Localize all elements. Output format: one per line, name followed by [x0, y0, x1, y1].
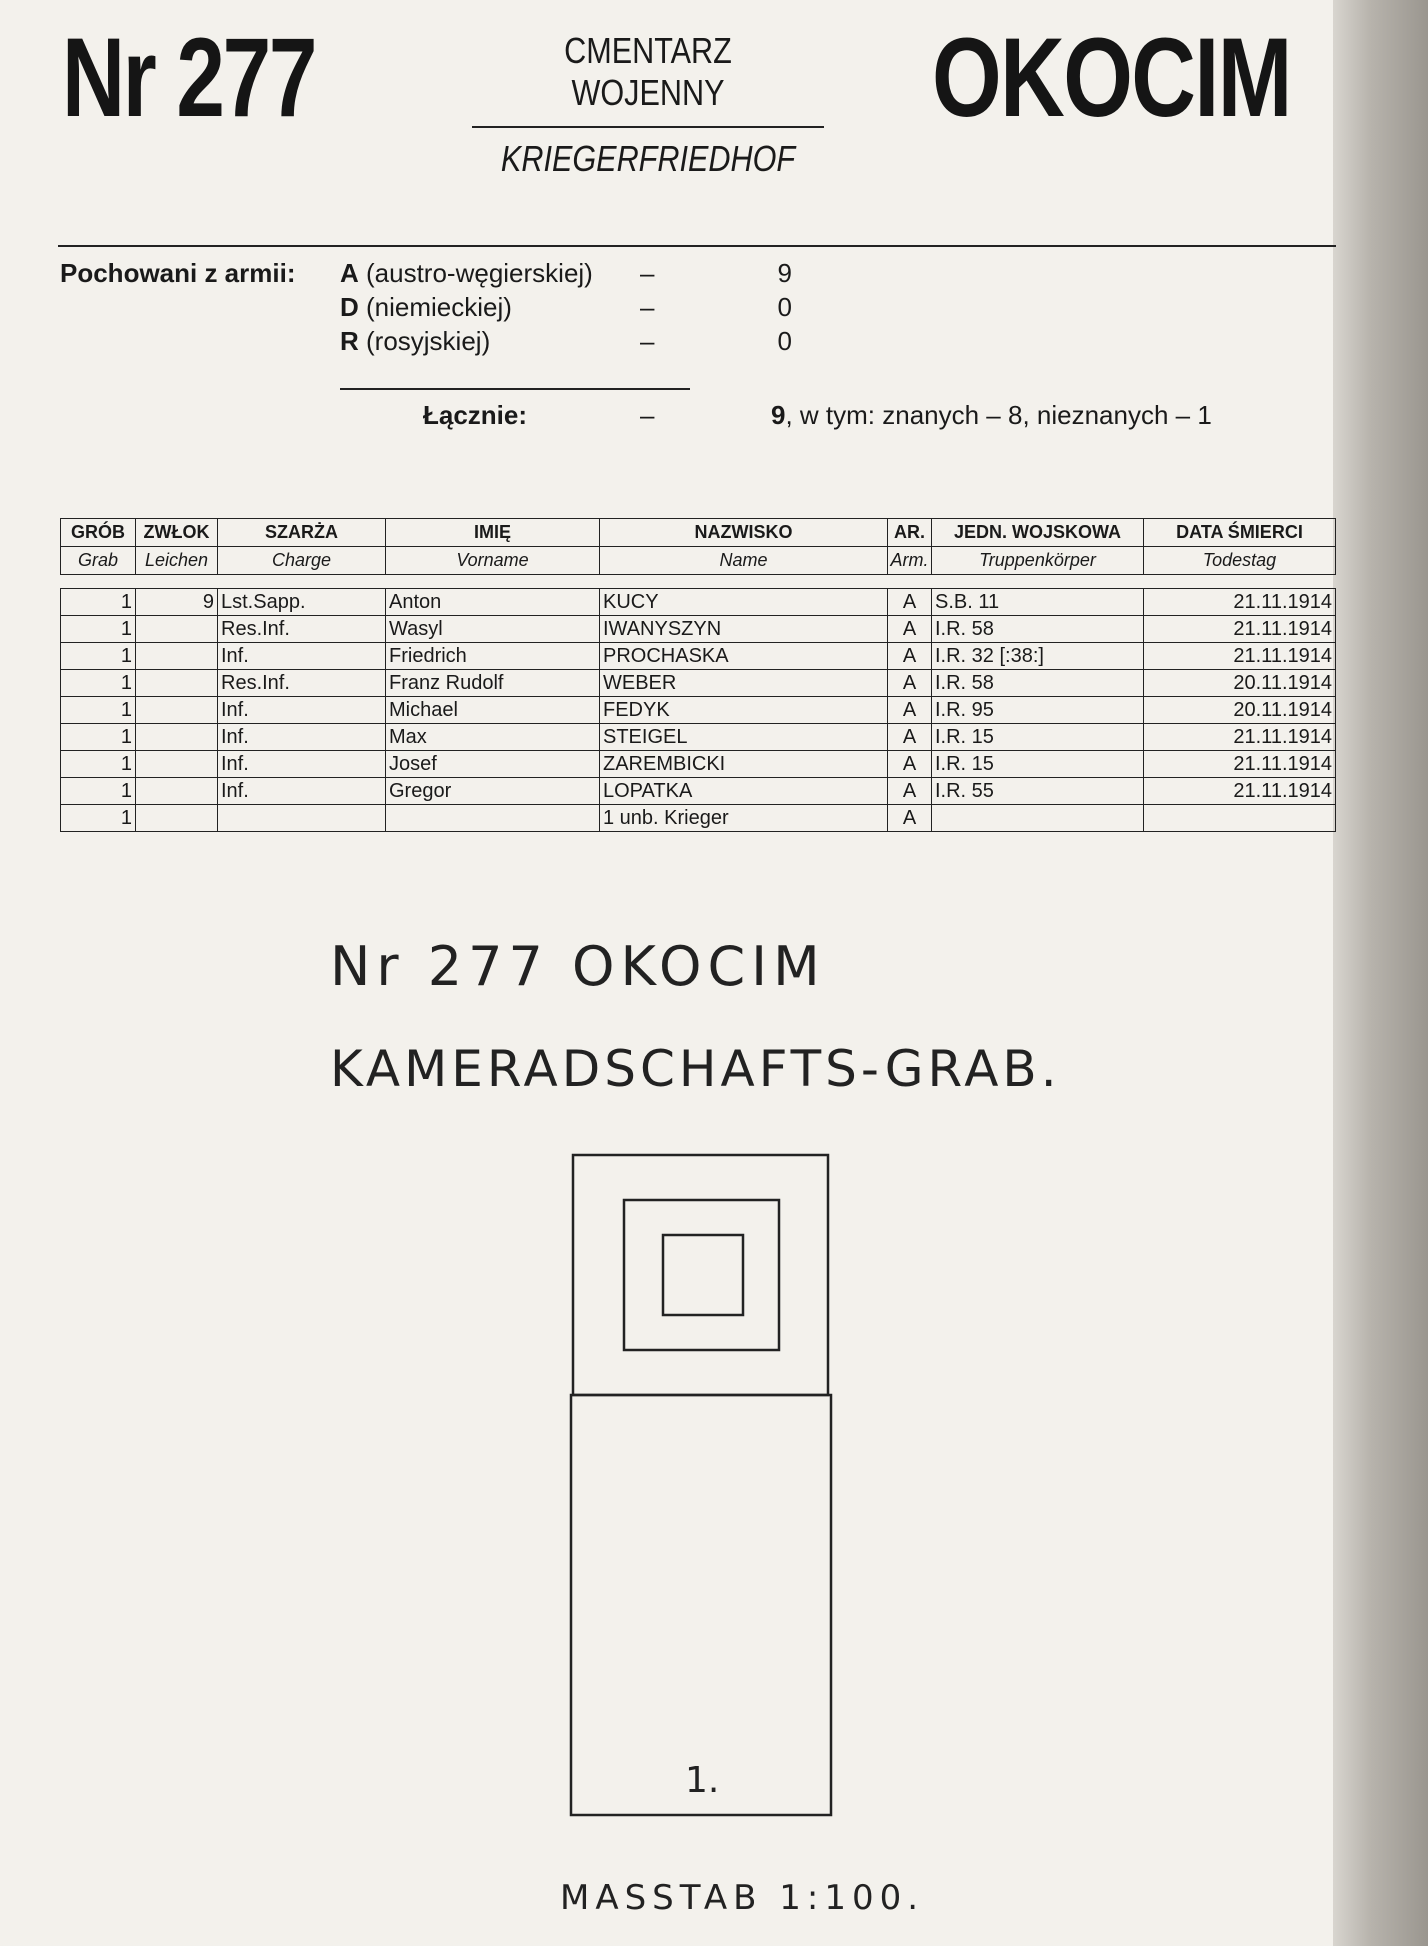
table-row: [61, 751, 1336, 778]
table-cell: Gregor: [386, 778, 600, 805]
table-cell: I.R. 15: [932, 724, 1144, 751]
total-label: Łącznie:: [423, 400, 528, 430]
table-cell: [136, 751, 218, 778]
table-row: [61, 670, 1336, 697]
table-cell: Wasyl: [386, 616, 600, 643]
grave-number-label: 1.: [685, 1760, 720, 1801]
army-code: A: [340, 258, 359, 288]
army-count: 9: [777, 258, 792, 288]
army-row: [340, 326, 490, 357]
table-cell: Res.Inf.: [218, 670, 386, 697]
table-row: [61, 643, 1336, 670]
grave-plot: [571, 1395, 831, 1815]
table-cell: Friedrich: [386, 643, 600, 670]
table-cell: [136, 616, 218, 643]
table-cell: [386, 805, 600, 832]
burials-table-header: [60, 518, 1336, 575]
table-cell: A: [888, 805, 932, 832]
army-dash: –: [640, 292, 655, 322]
cemetery-number: Nr 277: [62, 15, 316, 140]
army-name: (austro-węgierskiej): [358, 258, 593, 288]
column-header: IMIĘ: [386, 519, 600, 547]
army-count: 0: [777, 326, 792, 356]
table-cell: 21.11.1914: [1144, 616, 1336, 643]
column-header: DATA ŚMIERCI: [1144, 519, 1336, 547]
title-german: KRIEGERFRIEDHOF: [500, 138, 796, 179]
table-cell: [136, 697, 218, 724]
table-cell: Inf.: [218, 751, 386, 778]
column-header: AR.: [888, 519, 932, 547]
army-code: R: [340, 326, 359, 356]
table-cell: 1: [61, 778, 136, 805]
table-cell: [136, 724, 218, 751]
table-cell: KUCY: [600, 589, 888, 616]
army-dash: –: [640, 258, 655, 288]
table-cell: A: [888, 724, 932, 751]
table-cell: Josef: [386, 751, 600, 778]
table-cell: Inf.: [218, 643, 386, 670]
column-header: Vorname: [386, 547, 600, 575]
table-cell: 1: [61, 643, 136, 670]
army-count: 0: [777, 292, 792, 322]
table-row: [61, 724, 1336, 751]
table-row: [61, 616, 1336, 643]
table-cell: A: [888, 778, 932, 805]
column-header: Arm.: [888, 547, 932, 575]
table-cell: 21.11.1914: [1144, 643, 1336, 670]
monument-outer: [573, 1155, 828, 1395]
column-header: SZARŻA: [218, 519, 386, 547]
total-rule: [340, 388, 690, 390]
table-cell: [932, 805, 1144, 832]
column-header: NAZWISKO: [600, 519, 888, 547]
table-cell: A: [888, 643, 932, 670]
table-cell: [136, 670, 218, 697]
table-cell: 1: [61, 616, 136, 643]
table-cell: 20.11.1914: [1144, 697, 1336, 724]
table-cell: I.R. 95: [932, 697, 1144, 724]
column-header: Grab: [61, 547, 136, 575]
table-cell: 1: [61, 670, 136, 697]
table-cell: [136, 778, 218, 805]
table-cell: Inf.: [218, 778, 386, 805]
column-header: Name: [600, 547, 888, 575]
page-edge-shadow: [1333, 0, 1428, 1946]
table-cell: Res.Inf.: [218, 616, 386, 643]
table-cell: [136, 643, 218, 670]
table-cell: 1: [61, 805, 136, 832]
grave-plan-drawing: [565, 1150, 840, 1830]
total-count: 9, w tym: znanych – 8, nieznanych – 1: [771, 400, 1212, 430]
column-header: Charge: [218, 547, 386, 575]
table-cell: 1: [61, 589, 136, 616]
title-polish: CMENTARZ WOJENNY: [564, 30, 732, 113]
table-cell: I.R. 58: [932, 670, 1144, 697]
table-cell: 1: [61, 751, 136, 778]
monument-inner: [663, 1235, 743, 1315]
column-header: ZWŁOK: [136, 519, 218, 547]
table-cell: 21.11.1914: [1144, 724, 1336, 751]
header-rule: [58, 245, 1336, 247]
column-header: JEDN. WOJSKOWA: [932, 519, 1144, 547]
table-cell: S.B. 11: [932, 589, 1144, 616]
burials-table: [60, 588, 1336, 832]
table-row: [61, 805, 1336, 832]
column-header: Todestag: [1144, 547, 1336, 575]
army-row: [340, 258, 593, 289]
table-cell: STEIGEL: [600, 724, 888, 751]
column-header: GRÓB: [61, 519, 136, 547]
table-cell: 21.11.1914: [1144, 751, 1336, 778]
table-cell: 1 unb. Krieger: [600, 805, 888, 832]
table-cell: A: [888, 670, 932, 697]
table-cell: Michael: [386, 697, 600, 724]
table-cell: LOPATKA: [600, 778, 888, 805]
drawing-subtitle: KAMERADSCHAFTS-GRAB.: [330, 1040, 1061, 1098]
table-row: [61, 589, 1336, 616]
table-cell: Franz Rudolf: [386, 670, 600, 697]
table-cell: Inf.: [218, 697, 386, 724]
table-cell: 20.11.1914: [1144, 670, 1336, 697]
total-dash: –: [640, 400, 655, 430]
drawing-title: Nr 277 OKOCIM: [330, 935, 826, 998]
table-cell: A: [888, 751, 932, 778]
table-cell: Max: [386, 724, 600, 751]
table-cell: A: [888, 697, 932, 724]
table-cell: Inf.: [218, 724, 386, 751]
table-row: [61, 778, 1336, 805]
army-dash: –: [640, 326, 655, 356]
column-header: Truppenkörper: [932, 547, 1144, 575]
table-cell: IWANYSZYN: [600, 616, 888, 643]
table-cell: FEDYK: [600, 697, 888, 724]
table-cell: A: [888, 589, 932, 616]
table-cell: Lst.Sapp.: [218, 589, 386, 616]
table-cell: I.R. 58: [932, 616, 1144, 643]
army-name: (rosyjskiej): [358, 326, 491, 356]
table-cell: PROCHASKA: [600, 643, 888, 670]
table-cell: [136, 805, 218, 832]
table-cell: 1: [61, 724, 136, 751]
table-cell: 21.11.1914: [1144, 778, 1336, 805]
table-cell: I.R. 32 [:38:]: [932, 643, 1144, 670]
army-name: (niemieckiej): [358, 292, 512, 322]
table-cell: ZAREMBICKI: [600, 751, 888, 778]
table-cell: 21.11.1914: [1144, 589, 1336, 616]
army-row: [340, 292, 512, 323]
scale-label: MASSTAB 1:100.: [560, 1878, 925, 1918]
table-cell: 1: [61, 697, 136, 724]
army-code: D: [340, 292, 359, 322]
armies-label: Pochowani z armii:: [60, 258, 296, 288]
table-cell: A: [888, 616, 932, 643]
table-cell: I.R. 55: [932, 778, 1144, 805]
column-header: Leichen: [136, 547, 218, 575]
place-name: OKOCIM: [932, 15, 1291, 140]
monument-middle: [624, 1200, 779, 1350]
title-divider: [472, 126, 824, 128]
table-cell: [1144, 805, 1336, 832]
table-cell: WEBER: [600, 670, 888, 697]
table-row: [61, 697, 1336, 724]
table-cell: Anton: [386, 589, 600, 616]
table-cell: [218, 805, 386, 832]
table-cell: 9: [136, 589, 218, 616]
table-cell: I.R. 15: [932, 751, 1144, 778]
header-center: [472, 30, 824, 180]
